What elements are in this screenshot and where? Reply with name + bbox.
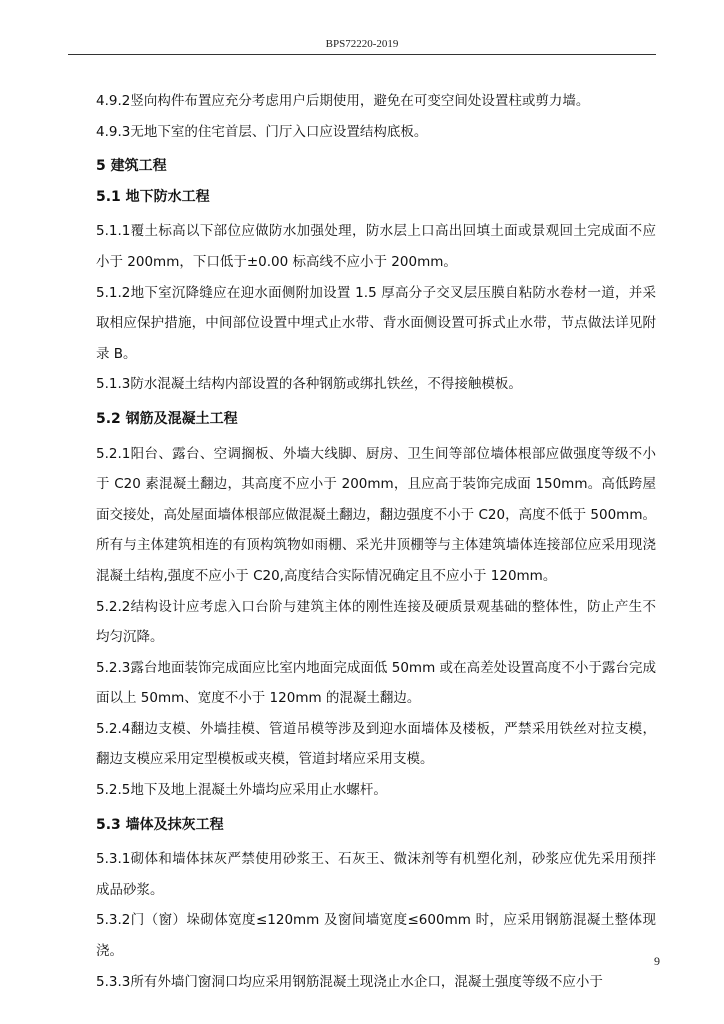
clause-5-2-5: 5.2.5地下及地上混凝土外墙均应采用止水螺杆。 bbox=[96, 782, 387, 799]
section-heading-5: 5 建筑工程 bbox=[96, 158, 167, 175]
clause-5-2-3: 5.2.3露台地面装饰完成面应比室内地面完成面低 50mm 或在高差处设置高度不小于露台完成面以上 50mm、宽度不小于 120mm 的混凝土翻边。 bbox=[96, 659, 656, 707]
section-heading-5-3: 5.3 墙体及抹灰工程 bbox=[96, 816, 224, 833]
clause-5-2-4: 5.2.4翻边支模、外墙挂模、管道吊模等涉及到迎水面墙体及楼板，严禁采用铁丝对拉支模，翻边支模应采用定型模板或夹模，管道封堵应采用支模。 bbox=[96, 720, 656, 768]
section-heading-5-2: 5.2 钢筋及混凝土工程 bbox=[96, 410, 238, 427]
clause-5-2-1: 5.2.1阳台、露台、空调搁板、外墙大线脚、厨房、卫生间等部位墙体根部应做强度等级不小于 C20 素混凝土翻边，其高度不应小于 200mm，且应高于装饰完成面 150mm。高低跨屋面交接处，高处屋面墙体根部应做混凝土翻边，翻边强度不小于 C20，高度不低于 500mm。所有与主体建筑相连的有顶构筑物如雨棚、采光井顶棚等与主体建筑墙体连接部位应采用现浇混凝土结构,强度不应小于 C20,高度结合实际情况确定且不应小于 120mm。 bbox=[96, 445, 656, 584]
clause-5-3-2: 5.3.2门（窗）垛砌体宽度≤120mm 及窗间墙宽度≤600mm 时，应采用钢筋混凝土整体现浇。 bbox=[96, 912, 656, 960]
clause-5-3-3: 5.3.3所有外墙门窗洞口均应采用钢筋混凝土现浇止水企口，混凝土强度等级不应小于 bbox=[96, 973, 603, 990]
clause-5-1-1: 5.1.1覆土标高以下部位应做防水加强处理，防水层上口高出回填土面或景观回土完成面不应小于 200mm，下口低于±0.00 标高线不应小于 200mm。 bbox=[96, 223, 656, 270]
clause-4-9-3: 4.9.3无地下室的住宅首层、门厅入口应设置结构底板。 bbox=[96, 123, 428, 140]
clause-5-1-2: 5.1.2地下室沉降缝应在迎水面侧附加设置 1.5 厚高分子交叉层压膜自粘防水卷材一道，并采取相应保护措施，中间部位设置中埋式止水带、背水面侧设置可拆式止水带，节点做法详见附录 B。 bbox=[96, 284, 656, 362]
header-rule bbox=[68, 54, 656, 55]
section-heading-5-1: 5.1 地下防水工程 bbox=[96, 188, 210, 205]
clause-5-3-1: 5.3.1砌体和墙体抹灰严禁使用砂浆王、石灰王、微沫剂等有机塑化剂，砂浆应优先采用预拌成品砂浆。 bbox=[96, 851, 656, 898]
clause-5-1-3: 5.1.3防水混凝土结构内部设置的各种钢筋或绑扎铁丝，不得接触模板。 bbox=[96, 376, 522, 393]
running-header: BPS72220-2019 bbox=[325, 38, 399, 50]
clause-5-2-2: 5.2.2结构设计应考虑入口台阶与建筑主体的刚性连接及硬质景观基础的整体性，防止产生不均匀沉降。 bbox=[96, 598, 656, 646]
page-body bbox=[96, 86, 656, 997]
page-number: 9 bbox=[654, 954, 660, 968]
clause-4-9-2: 4.9.2竖向构件布置应充分考虑用户后期使用，避免在可变空间处设置柱或剪力墙。 bbox=[96, 93, 590, 109]
